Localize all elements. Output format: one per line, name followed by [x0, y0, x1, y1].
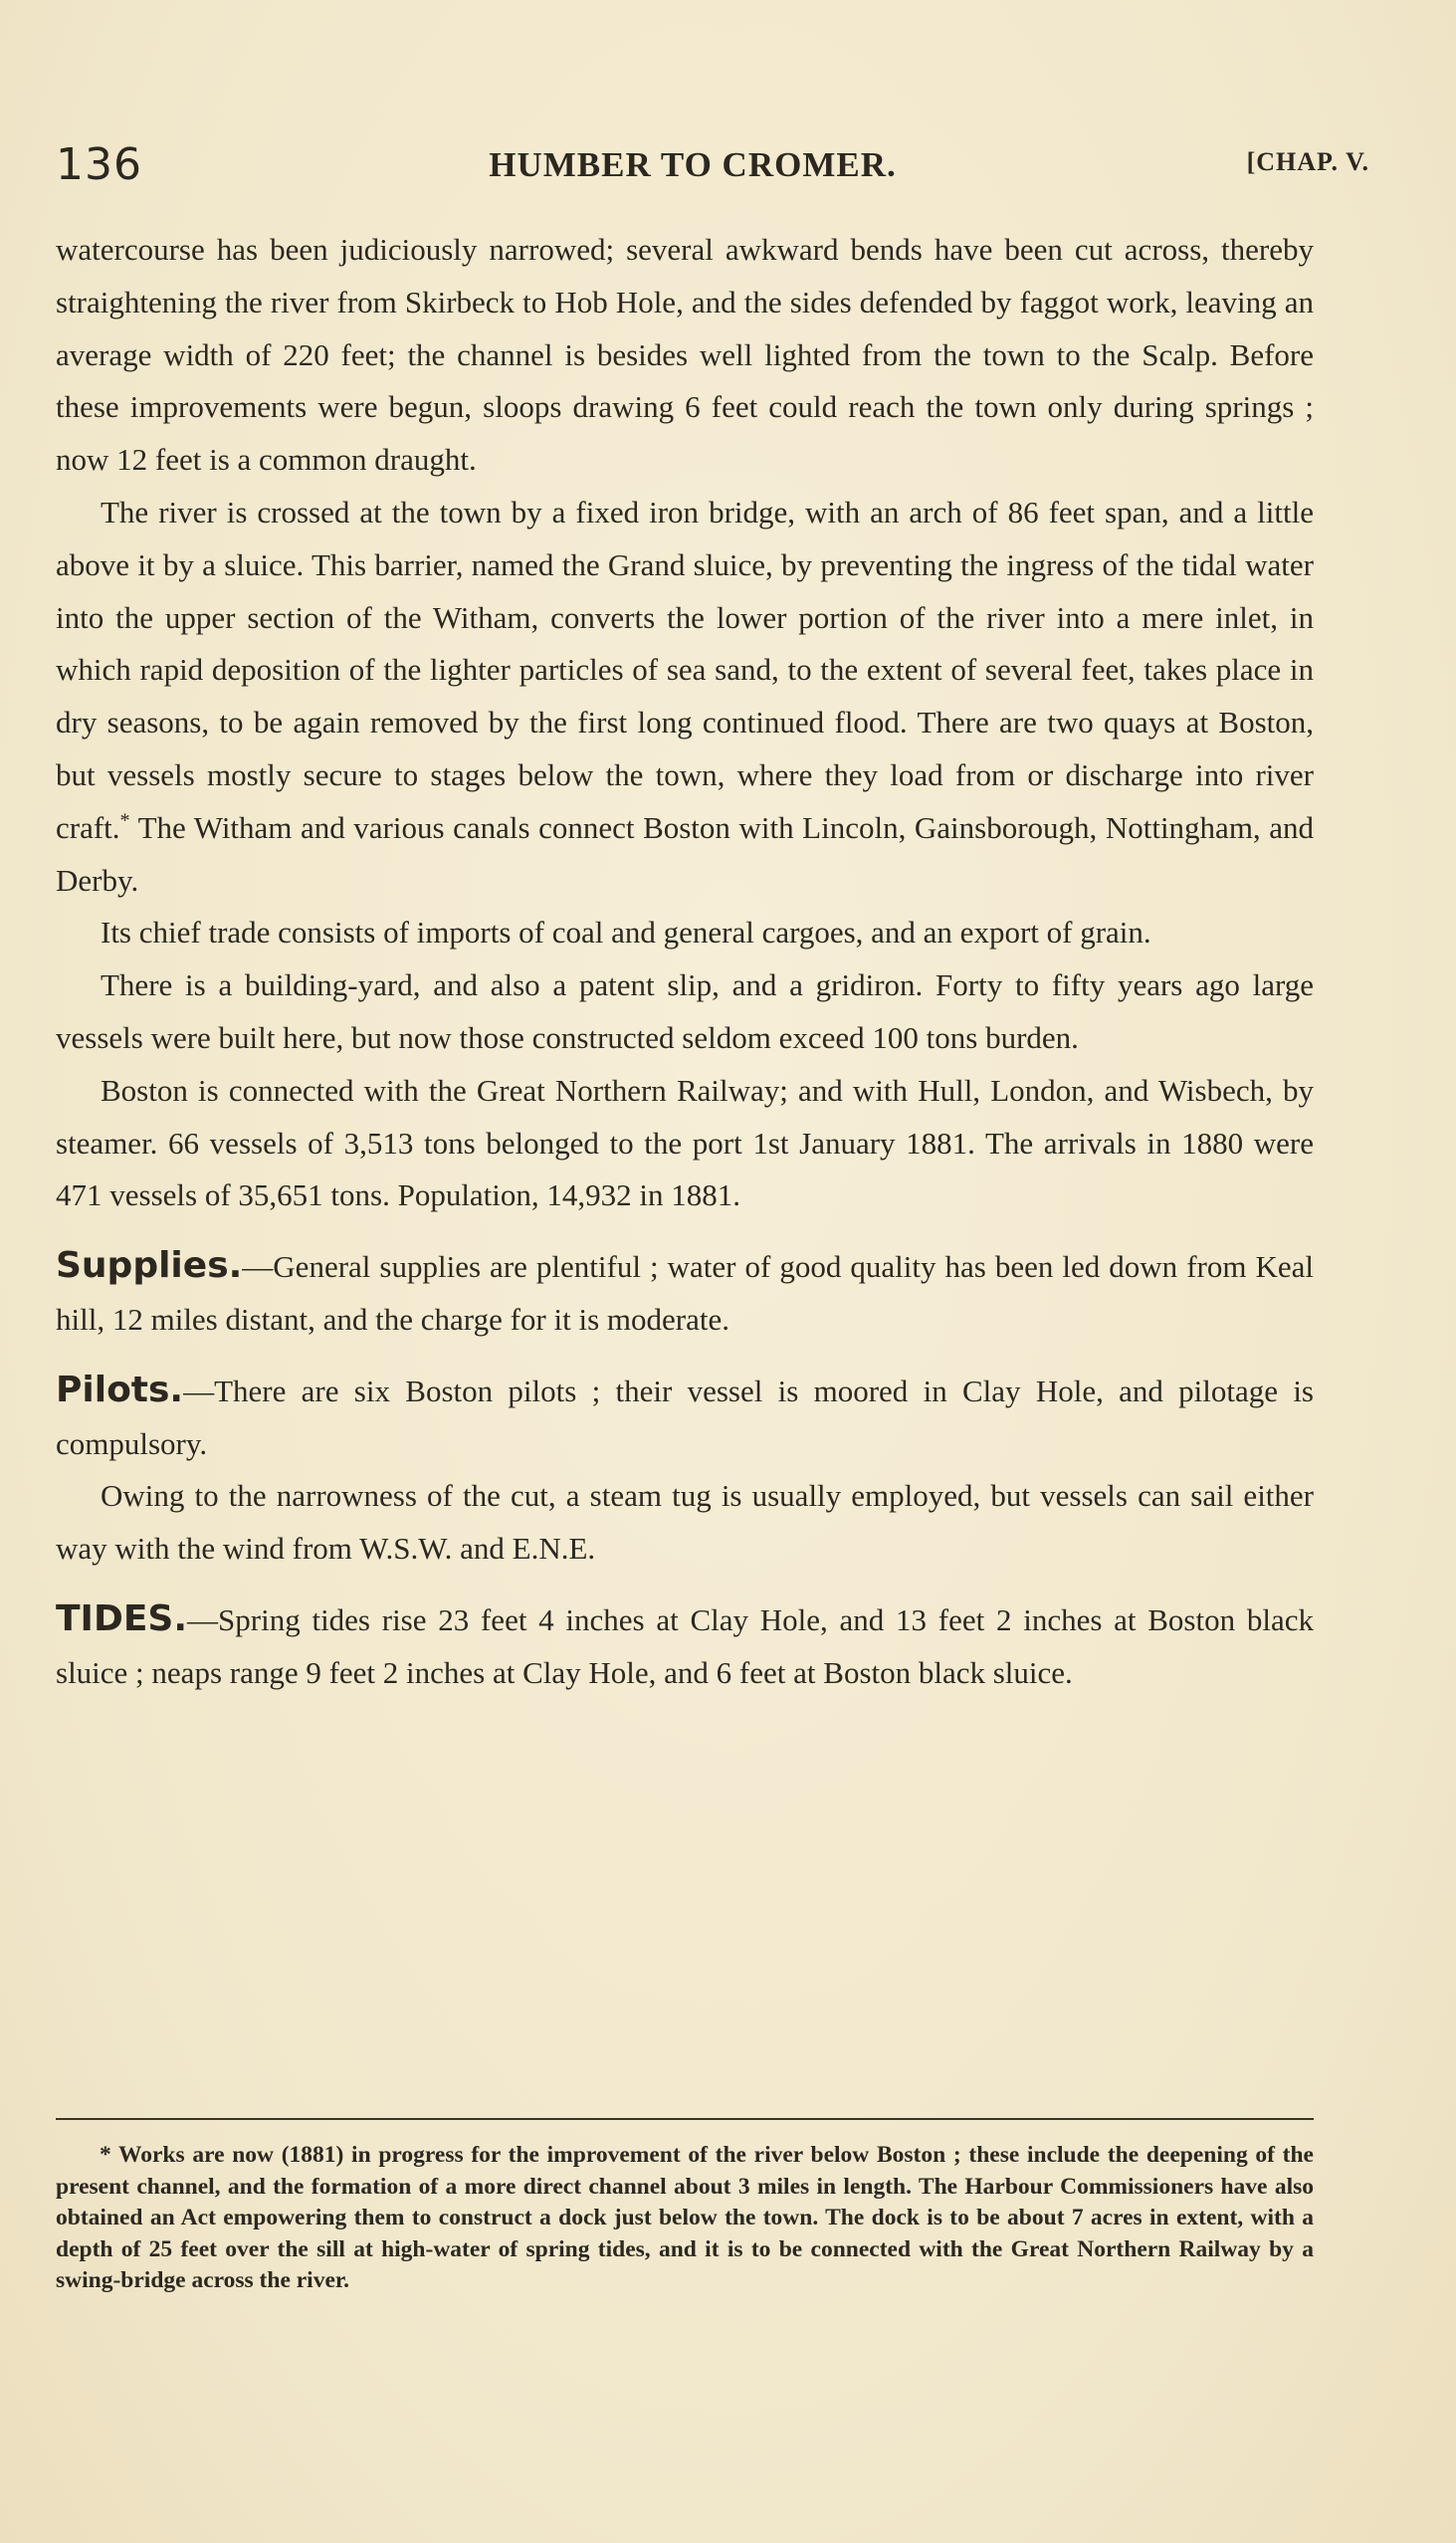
footnote-divider — [56, 2118, 1314, 2120]
chapter-label: [CHAP. V. — [1246, 147, 1369, 176]
running-title: HUMBER TO CROMER. — [489, 145, 897, 184]
paragraph-building-yard: There is a building-yard, and also a patent slip, and a gridiron. Forty to fifty years ago large vessels were built here, but now those constructed seldom exceed 100 tons burden. — [56, 967, 1314, 1055]
page-number: 136 — [56, 139, 142, 190]
footnote — [56, 2140, 1314, 2297]
pilots-text: —There are six Boston pilots ; their vessel is moored in Clay Hole, and pilotage is compulsory. — [56, 1373, 1314, 1461]
section-pilots — [56, 1365, 1314, 1471]
footnote-mark[interactable]: * — [119, 809, 130, 832]
paragraph-watercourse: watercourse has been judiciously narrowed; several awkward bends have been cut across, thereby straightening the river from Skirbeck to Hob Hole, and the sides defended by faggot work, leaving an average width of 220 feet; the channel is besides well lighted from the town to the Scalp. Before these improvements were begun, sloops drawing 6 feet could reach the town only during springs ; now 12 feet is a common draught. — [56, 232, 1314, 478]
paragraph-steam-tug: Owing to the narrowness of the cut, a steam tug is usually employed, but vessels can sail either way with the wind from W.S.W. and E.N.E. — [56, 1478, 1314, 1567]
paragraph-trade: Its chief trade consists of imports of coal and general cargoes, and an export of grain. — [101, 915, 1151, 951]
tides-heading: TIDES. — [56, 1597, 188, 1639]
footnote-text: * Works are now (1881) in progress for the improvement of the river below Boston ; these include the deepening of the present channel, and the formation of a more direct channel about 3 miles in length. The Harbour Commissioners have also obtained an Act empowering them to construct a dock just below the town. The dock is to be about 7 acres in extent, with a depth of 25 feet over the sill at high-water of spring tides, and it is to be connected with the Great Northern Railway by a swing-bridge across the river. — [56, 2142, 1314, 2293]
section-supplies — [56, 1240, 1314, 1347]
pilots-heading: Pilots. — [56, 1369, 184, 1410]
supplies-heading: Supplies. — [56, 1245, 243, 1287]
paragraph-river-bridge-text-cont: The Witham and various canals connect Boston with Lincoln, Gainsborough, Nottingham, and Derby. — [56, 809, 1314, 898]
supplies-text: —General supplies are plentiful ; water of good quality has been led down from Keal hill, 12 miles distant, and the charge for it is moderate. — [56, 1249, 1314, 1337]
paragraph-river-bridge-text: The river is crossed at the town by a fixed iron bridge, with an arch of 86 feet span, and a little above it by a sluice. This barrier, named the Grand sluice, by preventing the ingress of the tidal water into the upper section of the Witham, converts the lower portion of the river into a mere inlet, in which rapid deposition of the lighter particles of sea sand, to the extent of several feet, takes place in dry seasons, to be again removed by the first long continued flood. There are two quays at Boston, but vessels mostly secure to stages below the town, where they load from or discharge into river craft. — [56, 494, 1314, 845]
paragraph-river-bridge — [56, 487, 1314, 907]
section-tides — [56, 1593, 1314, 1700]
page-header — [56, 139, 1369, 190]
paragraph-railway: Boston is connected with the Great Northern Railway; and with Hull, London, and Wisbech, by steamer. 66 vessels of 3,513 tons belonged to the port 1st January 1881. The arrivals in 1880 were 471 vessels of 35,651 tons. Population, 14,932 in 1881. — [56, 1072, 1314, 1213]
body-text — [56, 224, 1314, 1700]
tides-text: —Spring tides rise 23 feet 4 inches at Clay Hole, and 13 feet 2 inches at Boston black sluice ; neaps range 9 feet 2 inches at Clay Hole, and 6 feet at Boston black sluice. — [56, 1601, 1314, 1690]
